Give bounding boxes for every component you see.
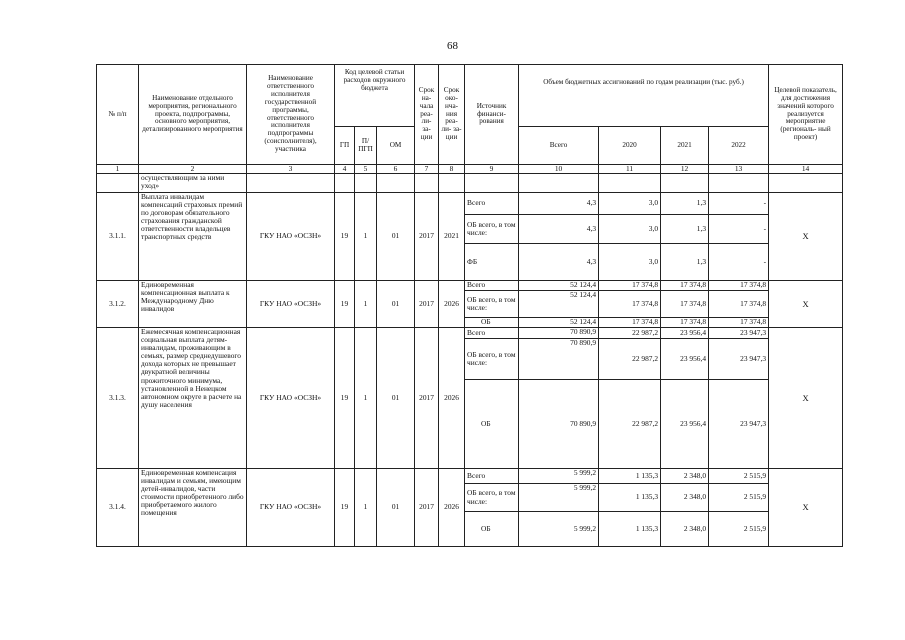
value-total: 5 999,2	[519, 484, 599, 512]
value-2022: 17 374,8	[709, 291, 769, 318]
source-cell: Всего	[465, 328, 519, 339]
row-name: Ежемесячная компенсационная социальная выплата детям-инвалидам, проживающим в семьях, размер среднедушевого дохода которых не превышает двукратной величины прожиточного минимума, установленной в Ненецком автономном округе в расчете на душу населения	[139, 328, 247, 469]
row-om: 01	[377, 281, 415, 328]
source-cell: ОБ всего, в том числе:	[465, 291, 519, 318]
budget-table	[96, 64, 843, 547]
row-om: 01	[377, 328, 415, 469]
row-start: 2017	[415, 328, 439, 469]
value-total: 5 999,2	[519, 469, 599, 484]
row-end: 2026	[439, 469, 465, 547]
value-total: 70 890,9	[519, 380, 599, 469]
value-2021: 17 374,8	[661, 281, 709, 291]
row-end: 2026	[439, 281, 465, 328]
source-cell: ОБ всего, в том числе:	[465, 484, 519, 512]
value-2021: 2 348,0	[661, 469, 709, 484]
column-number: 11	[599, 165, 661, 174]
value-total: 52 124,4	[519, 281, 599, 291]
source-cell: Всего	[465, 193, 519, 215]
value-2022: -	[709, 193, 769, 215]
row-num: 3.1.1.	[97, 193, 139, 281]
header-2021: 2021	[661, 127, 709, 165]
row-om: 01	[377, 469, 415, 547]
value-2022: -	[709, 244, 769, 281]
value-2022: 17 374,8	[709, 281, 769, 291]
header-code-group: Код целевой статьи расходов окружного бюджета	[335, 65, 415, 127]
value-2020: 3,0	[599, 215, 661, 244]
budget-table-sheet	[96, 64, 842, 547]
value-2021: 2 348,0	[661, 512, 709, 547]
row-executor: ГКУ НАО «ОСЗН»	[247, 281, 335, 328]
row-target: Х	[769, 469, 843, 547]
value-2021: 1,3	[661, 193, 709, 215]
header-om: ОМ	[377, 127, 415, 165]
table-row	[97, 469, 843, 484]
column-number: 5	[355, 165, 377, 174]
value-2020: 22 987,2	[599, 339, 661, 380]
value-2021: 23 956,4	[661, 328, 709, 339]
header-volume-group: Объем бюджетных ассигнований по годам реализации (тыс. руб.)	[519, 65, 769, 127]
source-cell: Всего	[465, 281, 519, 291]
row-pgp: 1	[355, 328, 377, 469]
column-number: 8	[439, 165, 465, 174]
value-2021: 2 348,0	[661, 484, 709, 512]
value-total: 5 999,2	[519, 512, 599, 547]
header-pgp: П/ ПГП	[355, 127, 377, 165]
row-name: Единовременная компенсационная выплата к Международному Дню инвалидов	[139, 281, 247, 328]
row-pgp: 1	[355, 281, 377, 328]
table-row	[97, 193, 843, 215]
value-total: 4,3	[519, 244, 599, 281]
column-number: 13	[709, 165, 769, 174]
value-total: 4,3	[519, 193, 599, 215]
source-cell: ОБ всего, в том числе:	[465, 339, 519, 380]
row-gp: 19	[335, 193, 355, 281]
value-2021: 23 956,4	[661, 339, 709, 380]
row-target: Х	[769, 328, 843, 469]
header-total: Всего	[519, 127, 599, 165]
value-total: 52 124,4	[519, 318, 599, 328]
column-number: 14	[769, 165, 843, 174]
value-2020: 1 135,3	[599, 469, 661, 484]
column-number: 9	[465, 165, 519, 174]
value-2022: 23 947,3	[709, 380, 769, 469]
value-2020: 17 374,8	[599, 291, 661, 318]
value-2020: 1 135,3	[599, 484, 661, 512]
source-cell: ФБ	[465, 244, 519, 281]
value-2022: 2 515,9	[709, 469, 769, 484]
column-number: 12	[661, 165, 709, 174]
table-row	[97, 281, 843, 291]
row-end: 2026	[439, 328, 465, 469]
table-row	[97, 328, 843, 339]
source-cell: ОБ всего, в том числе:	[465, 215, 519, 244]
row-executor: ГКУ НАО «ОСЗН»	[247, 469, 335, 547]
column-number: 7	[415, 165, 439, 174]
row-om: 01	[377, 193, 415, 281]
value-2022: 2 515,9	[709, 484, 769, 512]
row-target: Х	[769, 281, 843, 328]
column-number: 6	[377, 165, 415, 174]
value-2021: 17 374,8	[661, 291, 709, 318]
header-num: № п/п	[97, 65, 139, 165]
column-number: 2	[139, 165, 247, 174]
row-gp: 19	[335, 281, 355, 328]
header-gp: ГП	[335, 127, 355, 165]
row-executor: ГКУ НАО «ОСЗН»	[247, 193, 335, 281]
value-2020: 3,0	[599, 193, 661, 215]
page-number: 68	[447, 40, 458, 52]
value-2020: 17 374,8	[599, 318, 661, 328]
row-start: 2017	[415, 469, 439, 547]
row-executor: ГКУ НАО «ОСЗН»	[247, 328, 335, 469]
header-target: Целевой показатель, для достижения значений которого реализуется мероприятие (региональ- ный проект)	[769, 65, 843, 165]
row-target: Х	[769, 193, 843, 281]
row-start: 2017	[415, 193, 439, 281]
source-cell: ОБ	[465, 512, 519, 547]
value-total: 4,3	[519, 215, 599, 244]
row-pgp: 1	[355, 193, 377, 281]
row-num: 3.1.4.	[97, 469, 139, 547]
column-number: 4	[335, 165, 355, 174]
value-total: 52 124,4	[519, 291, 599, 318]
value-total: 70 890,9	[519, 339, 599, 380]
row-pgp: 1	[355, 469, 377, 547]
value-total: 70 890,9	[519, 328, 599, 339]
row-end: 2021	[439, 193, 465, 281]
row-start: 2017	[415, 281, 439, 328]
column-number: 3	[247, 165, 335, 174]
row-gp: 19	[335, 469, 355, 547]
value-2021: 17 374,8	[661, 318, 709, 328]
source-cell: ОБ	[465, 380, 519, 469]
value-2022: 2 515,9	[709, 512, 769, 547]
header-executor: Наименование ответственного исполнителя государственной программы, ответственного исполнителя подпрограммы (соисполнителя), участника	[247, 65, 335, 165]
value-2020: 22 987,2	[599, 380, 661, 469]
column-numbers-row	[97, 165, 843, 174]
value-2022: 23 947,3	[709, 328, 769, 339]
header-end: Срок око- нча- ния реа- ли- за- ции	[439, 65, 465, 165]
source-cell: Всего	[465, 469, 519, 484]
row-num: 3.1.3.	[97, 328, 139, 469]
header-name: Наименование отдельного мероприятия, регионального проекта, подпрограммы, основного мероприятия, детализированного мероприятия	[139, 65, 247, 165]
header-source: Источник финанси- рования	[465, 65, 519, 165]
column-number: 1	[97, 165, 139, 174]
row-num: 3.1.2.	[97, 281, 139, 328]
value-2021: 23 956,4	[661, 380, 709, 469]
continuation-text: осуществляющим за ними уход»	[139, 174, 247, 193]
value-2022: -	[709, 215, 769, 244]
value-2020: 22 987,2	[599, 328, 661, 339]
source-cell: ОБ	[465, 318, 519, 328]
value-2021: 1,3	[661, 244, 709, 281]
continuation-row	[97, 174, 843, 193]
value-2020: 3,0	[599, 244, 661, 281]
column-number: 10	[519, 165, 599, 174]
row-name: Выплата инвалидам компенсаций страховых премий по договорам обязательного страхования гражданской ответственности владельцев транспортных средств	[139, 193, 247, 281]
row-gp: 19	[335, 328, 355, 469]
value-2021: 1,3	[661, 215, 709, 244]
row-name: Единовременная компенсация инвалидам и семьям, имеющим детей-инвалидов, части стоимости приобретенного либо приобретаемого жилого помещения	[139, 469, 247, 547]
header-2022: 2022	[709, 127, 769, 165]
value-2022: 23 947,3	[709, 339, 769, 380]
header-start: Срок на- чала реа- ли- за- ции	[415, 65, 439, 165]
value-2022: 17 374,8	[709, 318, 769, 328]
header-2020: 2020	[599, 127, 661, 165]
value-2020: 17 374,8	[599, 281, 661, 291]
value-2020: 1 135,3	[599, 512, 661, 547]
